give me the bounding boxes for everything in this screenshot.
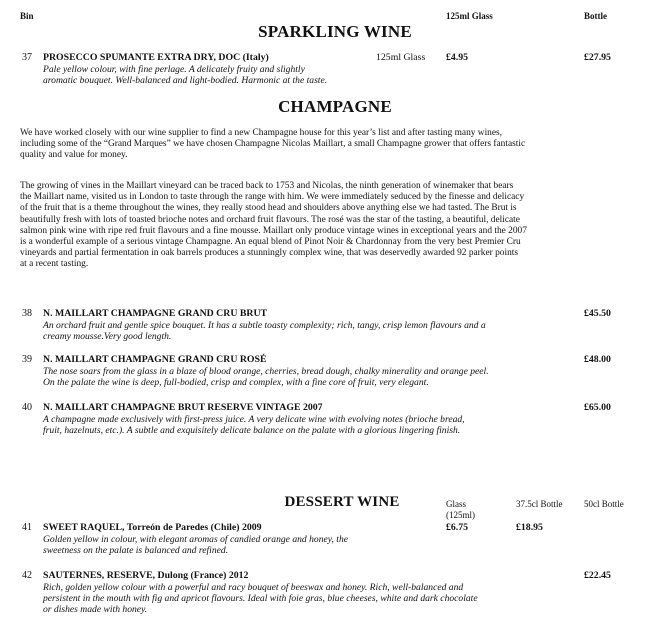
dessert-wine-title: DESSERT WINE [284, 494, 400, 510]
wine-description: The nose soars from the glass in a blaze of blood orange, cherries, bread dough, chalky minerality and orange peel. On the palate the wine is deep, full-bodied, crisp and complex, with a fine core of fruit, very elegant. [43, 366, 489, 388]
sparkling-wine-title: SPARKLING WINE [258, 22, 412, 41]
wine-bin-number: 40 [22, 402, 32, 413]
bottle-price: £45.50 [584, 308, 611, 319]
wine-description: Rich, golden yellow colour with a powerful and racy bouquet of beeswax and honey. Rich, well-balanced and persistent in the mouth with fig and apricot flavours. Ideal with foie gras, blue cheeses, white and dark chocolate or dishes made with honey. [43, 582, 478, 615]
champagne-intro-paragraph: We have worked closely with our wine supplier to find a new Champagne house for this year’s list and after tasting many wines, including some of the “Grand Marques” we have chosen Champagne Nicolas Maillart, a small Champagne grower that offers fantastic quality and value for money. [20, 128, 526, 161]
wine-bin-number: 42 [22, 570, 32, 581]
wine-bin-number: 38 [22, 308, 32, 319]
champagne-story-paragraph: The growing of vines in the Maillart vineyard can be traced back to 1753 and Nicolas, the ninth generation of winemaker that bears the Maillart name, visited us in London to taste through the range with him. We were immediately seduced by the finesse and delicacy of the fruit that is a theme throughout the wines, they really stood head and shoulders above anything else we had tasted. The Brut is beautifully fresh with lots of toasted brioche notes and orchard fruit flavours. The rosé was the star of the tasting, a beautiful, delicate salmon pink wine with ripe red fruit flavours and a fine mousse. Maillart only produce vintage wines in exceptional years and the 2007 is a wonderful example of a serious vintage Champagne. An equal blend of Pinot Noir & Chardonnay from the very best Premier Cru vineyards and partial fermentation in oak barrels produces a stunningly complex wine, that was deservedly awarded 92 parker points at a recent tasting. [20, 181, 527, 270]
wine-bin-number: 39 [22, 354, 32, 365]
half-bottle-price: £18.95 [516, 522, 543, 533]
fifty-cl-bottle-price: £22.45 [584, 570, 611, 581]
wine-name: N. MAILLART CHAMPAGNE BRUT RESERVE VINTAGE 2007 [43, 402, 323, 413]
wine-name: SWEET RAQUEL, Torreón de Paredes (Chile) 2009 [43, 522, 262, 533]
glass-column-header: 125ml Glass [446, 11, 493, 21]
bin-column-header: Bin [20, 11, 34, 21]
wine-name: PROSECCO SPUMANTE EXTRA DRY, DOC (Italy) [43, 52, 269, 63]
wine-description: An orchard fruit and gentle spice bouquet. It has a subtle toasty complexity; rich, tangy, crisp lemon flavours and a creamy mousse.Very good length. [43, 320, 486, 342]
bottle-price: £65.00 [584, 402, 611, 413]
wine-description: A champagne made exclusively with first-press juice. A very delicate wine with evolving notes (brioche bread, fruit, hazelnuts, etc.). A subtle and exquisitely delicate balance on the palate with a glorious lingering finish. [43, 414, 465, 436]
glass-column-header: Glass (125ml) [446, 499, 475, 520]
glass-price: £6.75 [446, 522, 469, 533]
bottle-column-header: Bottle [584, 11, 607, 21]
wine-description: Golden yellow in colour, with elegant aromas of candied orange and honey, the sweetness on the palate is balanced and refined. [43, 534, 349, 556]
wine-name: N. MAILLART CHAMPAGNE GRAND CRU ROSÉ [43, 354, 267, 365]
champagne-title: CHAMPAGNE [278, 97, 392, 116]
bottle-price: £27.95 [584, 52, 611, 63]
bottle-price: £48.00 [584, 354, 611, 365]
glass-size-label: 125ml Glass [376, 52, 426, 63]
wine-name: SAUTERNES, RESERVE, Dulong (France) 2012 [43, 570, 249, 581]
glass-price: £4.95 [446, 52, 469, 63]
fifty-cl-bottle-column-header: 50cl Bottle [584, 499, 624, 509]
wine-bin-number: 37 [22, 52, 32, 63]
wine-bin-number: 41 [22, 522, 32, 533]
half-bottle-column-header: 37.5cl Bottle [516, 499, 563, 509]
wine-description: Pale yellow colour, with fine perlage. A delicately fruity and slightly aromatic bouquet. Well-balanced and light-bodied. Harmonic at the taste. [43, 64, 328, 86]
wine-name: N. MAILLART CHAMPAGNE GRAND CRU BRUT [43, 308, 268, 319]
